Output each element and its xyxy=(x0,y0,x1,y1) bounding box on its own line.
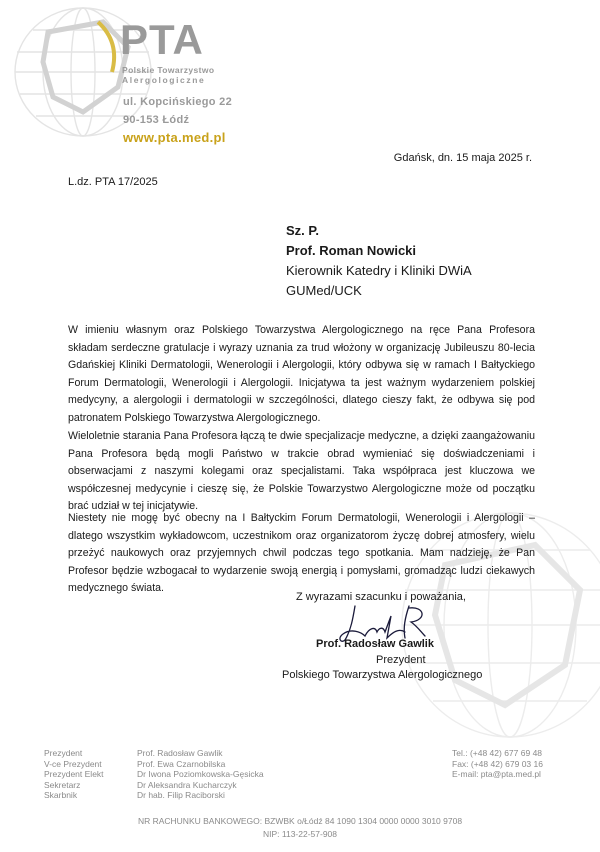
contact-fax: Fax: (+48 42) 679 03 16 xyxy=(452,758,543,769)
signer-name: Prof. Radosław Gawlik xyxy=(316,638,434,650)
recipient-position: Kierownik Katedry i Kliniki DWiA xyxy=(286,263,472,278)
signer-role: Prezydent xyxy=(376,654,426,666)
letter-paragraph: Niestety nie mogę być obecny na I Bałtyckim Forum Dermatologii, Wenerologii i Alergologii – dlatego wszystkim wykładowcom, uczestnikom oraz organizatorom życzę dobrej atmosfery, wielu przeżyć naukowych oraz przyjemnych chwil podczas tego spotkania. Mam nadzieję, że Pan Profesor będzie wzbogacał to wydarzenie swoją energią i pomysłami, gromadząc ludzi ciekawych medycznego świata. xyxy=(68,512,535,594)
logo-line2: Alergologiczne xyxy=(122,75,206,85)
board-names xyxy=(137,748,264,801)
logo-line1: Polskie Towarzystwo xyxy=(122,65,215,75)
logo-acronym: PTA xyxy=(120,16,204,63)
board-role: Prezydent Elekt xyxy=(44,769,104,779)
board-roles xyxy=(44,748,104,801)
signer-organization: Polskiego Towarzystwa Alergologicznego xyxy=(282,669,483,681)
board-role: Prezydent xyxy=(44,748,83,758)
contact-block xyxy=(452,748,543,780)
board-role: Sekretarz xyxy=(44,779,81,790)
tax-id: NIP: 113-22-57-908 xyxy=(262,829,338,839)
board-name: Dr hab. Filip Raciborski xyxy=(137,790,225,800)
board-name: Prof. Radosław Gawlik xyxy=(137,748,223,758)
bank-account: NR RACHUNKU BANKOWEGO: BZWBK o/Łódź 84 1090 1304 0000 0000 3010 9708 xyxy=(137,816,463,826)
reference-number: L.dz. PTA 17/2025 xyxy=(68,176,158,188)
website-link[interactable]: www.pta.med.pl xyxy=(123,130,226,145)
letter-paragraph: Wieloletnie starania Pana Profesora łączą te dwie specjalizacje medyczne, a dzięki zaangażowaniu Pana Profesora będą mogli Państwo w trakcie obrad wymieniać się doświadczeniami i obserwacjami z naszymi kolegami oraz specjalistami. Taka współpraca jest kluczowa we współczesnej medycynie i cieszę się, że Polskie Towarzystwo Alergologiczne może od początku brać udział w tej inicjatywie. xyxy=(68,430,535,512)
board-name: Dr Aleksandra Kucharczyk xyxy=(137,779,237,790)
address-street: ul. Kopcińskiego 22 xyxy=(123,96,233,108)
place-date: Gdańsk, dn. 15 maja 2025 r. xyxy=(393,152,532,164)
board-name: Prof. Ewa Czarnobilska xyxy=(137,758,226,769)
letter-paragraph: W imieniu własnym oraz Polskiego Towarzystwa Alergologicznego na ręce Pana Profesora składam serdeczne gratulacje i wyrazy uznania za trud włożony w organizację Jubileuszu 80-lecia Gdańskiej Kliniki Dermatologii, Wenerologii i Alergologii, który odbywa się w ramach I Bałtyckiego Forum Dermatologii, Wenerologii i Alergologii. Inicjatywa ta jest ważnym wydarzeniem polskiej medycyny, a alergologii i dermatologii w szczególności, dlatego cieszy fakt, że odbywa się pod patronatem Polskiego Towarzystwa Alergologicznego. xyxy=(68,324,535,424)
board-role: Skarbnik xyxy=(44,790,78,800)
recipient-salutation: Sz. P. xyxy=(286,223,320,238)
address-city: 90-153 Łódź xyxy=(123,114,190,126)
contact-email[interactable]: E-mail: pta@pta.med.pl xyxy=(452,769,541,779)
recipient-institution: GUMed/UCK xyxy=(286,283,362,298)
board-name: Dr Iwona Poziomkowska-Gęsicka xyxy=(137,769,264,779)
contact-tel: Tel.: (+48 42) 677 69 48 xyxy=(452,748,543,758)
board-role: V-ce Prezydent xyxy=(44,758,102,769)
closing-phrase: Z wyrazami szacunku i poważania, xyxy=(296,591,466,603)
recipient-name: Prof. Roman Nowicki xyxy=(286,243,417,258)
